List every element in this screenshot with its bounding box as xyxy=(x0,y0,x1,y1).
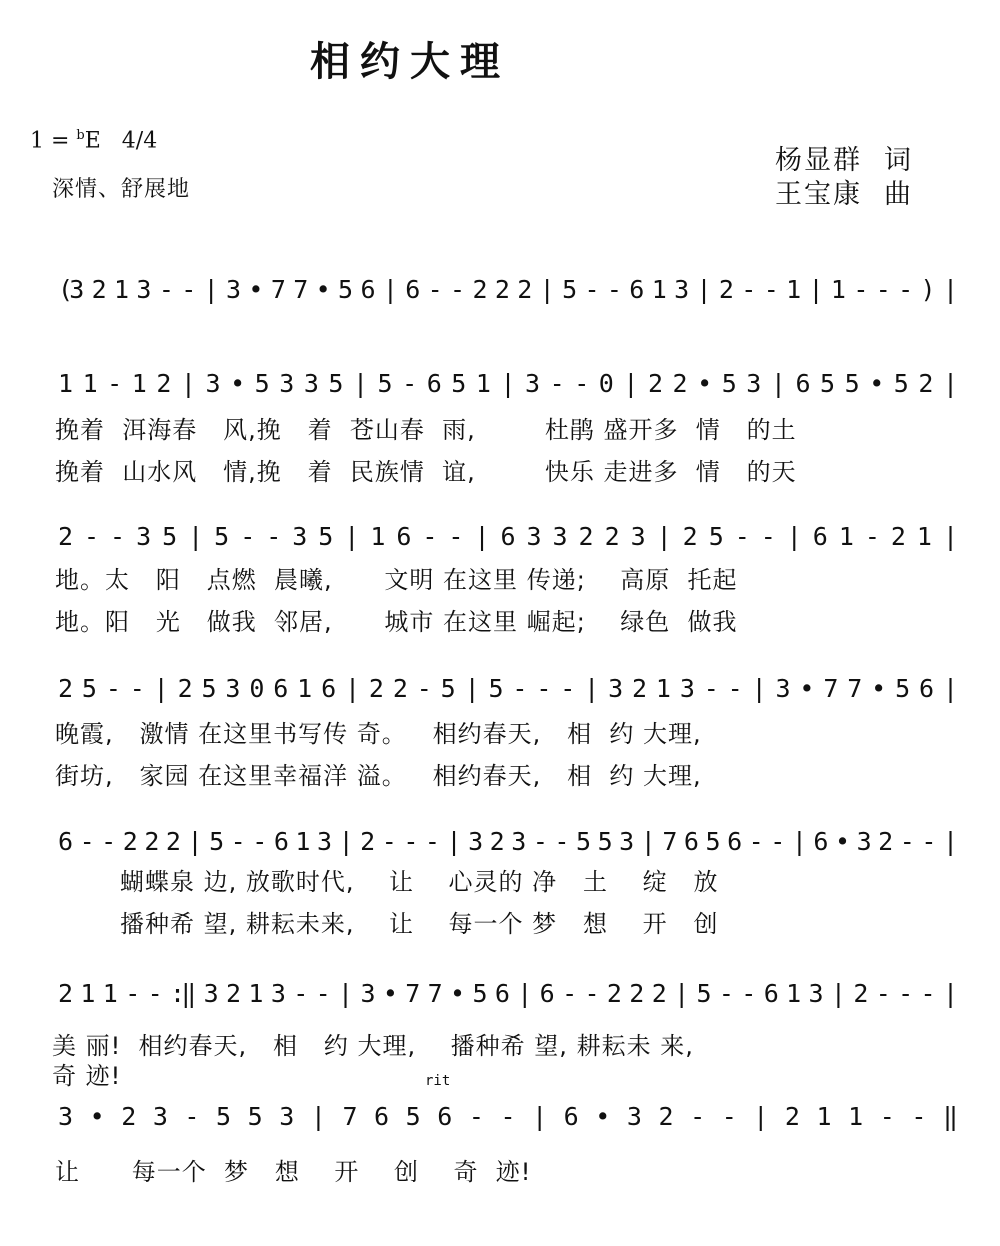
notation-system-5: 6 - - 2 2 2 | 5 - - 6 1 3 | 2 - - - | 3 2 3 - - 5 5 3 | 7 6 5 6 - - | 6 • 3 2 - - | xyxy=(58,827,959,856)
key-flat-sign: b xyxy=(76,128,85,143)
composer-role: 曲 xyxy=(884,179,913,210)
lyric-line-3-2: 地。阳 光 做我 邻居, 城市 在这里 崛起; 绿色 做我 xyxy=(55,608,738,636)
composer-name: 王宝康 xyxy=(775,179,862,210)
lyric-line-2-1: 挽着 洱海春 风,挽 着 苍山春 雨, 杜鹃 盛开多 情 的土 xyxy=(55,416,797,444)
key-prefix: 1 = xyxy=(30,128,77,154)
lyric-line-5-1: 蝴蝶泉 边, 放歌时代, 让 心灵的 净 土 绽 放 xyxy=(120,868,719,896)
notation-system-1: (3 2 1 3 - - | 3 • 7 7 • 5 6 | 6 - - 2 2 2 | 5 - - 6 1 3 | 2 - - 1 | 1 - - - ) | xyxy=(58,275,959,304)
lyric-line-6-1: 美 丽! 相约春天, 相 约 大理, 播种希 望, 耕耘未 来, xyxy=(52,1032,694,1060)
lyric-line-3-1: 地。太 阳 点燃 晨曦, 文明 在这里 传递; 高原 托起 xyxy=(55,566,738,594)
notation-system-7: 3 • 2 3 - 5 5 3 | 7 6 5 6 - - | 6 • 3 2 - - | 2 1 1 - - ‖ xyxy=(58,1102,958,1131)
lyric-line-5-2: 播种希 望, 耕耘未来, 让 每一个 梦 想 开 创 xyxy=(120,910,719,938)
notation-layer xyxy=(58,275,958,1131)
notation-system-4: 2 5 - - | 2 5 3 0 6 1 6 | 2 2 - 5 | 5 - - - | 3 2 1 3 - - | 3 • 7 7 • 5 6 | xyxy=(58,674,959,703)
notation-system-6: 2 1 1 - - :‖ 3 2 1 3 - - | 3 • 7 7 • 5 6 | 6 - - 2 2 2 | 5 - - 6 1 3 | 2 - - - | xyxy=(58,979,959,1008)
lyric-line-7-1: 让 每一个 梦 想 开 创 奇 迹! xyxy=(55,1158,532,1186)
notation-system-2: 1 1 - 1 2 | 3 • 5 3 3 5 | 5 - 6 5 1 | 3 - - 0 | 2 2 • 5 3 | 6 5 5 • 5 2 | xyxy=(58,369,959,398)
tempo-marking: 深情、舒展地 xyxy=(52,177,191,202)
lyric-line-6-2: 奇 迹! xyxy=(52,1062,122,1090)
song-title: 相约大理 xyxy=(310,39,510,85)
ritardando-marking: rit xyxy=(425,1073,451,1089)
lyric-line-4-2: 街坊, 家园 在这里幸福洋 溢。 相约春天, 相 约 大理, xyxy=(55,762,702,790)
lyric-line-2-2: 挽着 山水风 情,挽 着 民族情 谊, 快乐 走进多 情 的天 xyxy=(55,458,797,486)
time-signature: 4/4 xyxy=(121,128,158,154)
notation-system-3: 2 - - 3 5 | 5 - - 3 5 | 1 6 - - | 6 3 3 2 2 3 | 2 5 - - | 6 1 - 2 1 | xyxy=(58,522,958,551)
lyricist-name: 杨显群 xyxy=(775,145,862,176)
lyric-line-4-1: 晚霞, 激情 在这里书写传 奇。 相约春天, 相 约 大理, xyxy=(55,720,702,748)
lyricist-role: 词 xyxy=(884,145,913,176)
key-note: E xyxy=(84,128,101,154)
